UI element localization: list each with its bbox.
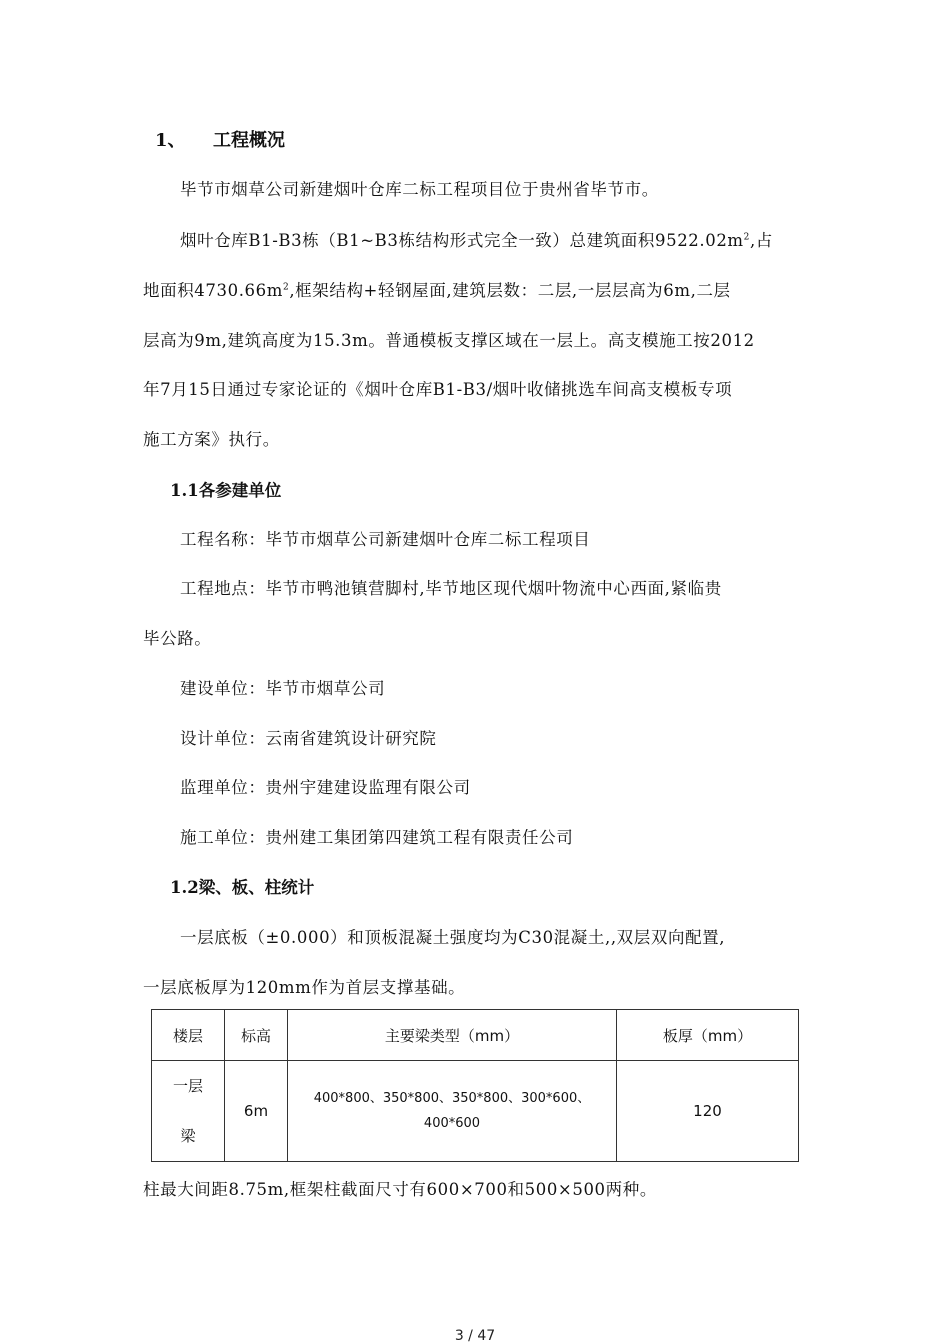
table-row bbox=[152, 1061, 799, 1162]
cell-elevation: 6m bbox=[225, 1061, 288, 1162]
overview-line-3: 层高为9m,建筑高度为15.3m。普通模板支撑区域在一层上。高支模施工按2012 bbox=[143, 331, 755, 350]
overview-line-4: 年7月15日通过专家论证的《烟叶仓库B1-B3/烟叶收储挑选车间高支模板专项 bbox=[143, 380, 733, 399]
cell-beam-types: 400*800、350*800、350*800、300*600、 400*600 bbox=[288, 1061, 617, 1162]
table-header-row bbox=[152, 1010, 799, 1061]
overview-line-1: 烟叶仓库B1-B3栋（B1~B3栋结构形式完全一致）总建筑面积$9522.02m^2$,占 bbox=[180, 231, 773, 250]
construction-unit: 施工单位：贵州建工集团第四建筑工程有限责任公司 bbox=[180, 828, 574, 847]
project-name: 工程名称：毕节市烟草公司新建烟叶仓库二标工程项目 bbox=[180, 530, 591, 549]
design-unit: 设计单位：云南省建筑设计研究院 bbox=[180, 729, 437, 748]
supervision-unit: 监理单位：贵州宇建建设监理有限公司 bbox=[180, 778, 471, 797]
subsection-2-title: 1.2梁、板、柱统计 bbox=[170, 878, 315, 897]
header-beam-types: 主要梁类型（mm） bbox=[288, 1010, 617, 1061]
header-floor: 楼层 bbox=[152, 1010, 225, 1061]
overview-line-5: 施工方案》执行。 bbox=[143, 430, 280, 449]
header-elevation: 标高 bbox=[225, 1010, 288, 1061]
slab-paragraph-line-1: 一层底板（±0.000）和顶板混凝土强度均为C30混凝土,,双层双向配置, bbox=[180, 928, 726, 947]
overview-line-2: 地面积$4730.66m^2$,框架结构+轻钢屋面,建筑层数：二层,一层层高为6m,二层 bbox=[143, 281, 731, 300]
page-number: 3 / 47 bbox=[454, 1328, 496, 1344]
subsection-1-title: 1.1各参建单位 bbox=[170, 481, 282, 500]
owner-unit: 建设单位：毕节市烟草公司 bbox=[180, 679, 386, 698]
header-slab-thickness: 板厚（mm） bbox=[617, 1010, 799, 1061]
cell-floor: 一层 梁 bbox=[152, 1061, 225, 1162]
section-heading bbox=[155, 126, 285, 152]
project-location-line-1: 工程地点：毕节市鸭池镇营脚村,毕节地区现代烟叶物流中心西面,紧临贵 bbox=[180, 579, 722, 598]
slab-paragraph-line-2: 一层底板厚为120mm作为首层支撑基础。 bbox=[143, 978, 466, 997]
column-paragraph: 柱最大间距8.75m,框架柱截面尺寸有600×700和500×500两种。 bbox=[143, 1180, 657, 1199]
section-number: 1、 bbox=[155, 130, 186, 151]
beam-slab-table bbox=[151, 1009, 799, 1162]
intro-paragraph: 毕节市烟草公司新建烟叶仓库二标工程项目位于贵州省毕节市。 bbox=[180, 180, 659, 199]
cell-slab-thickness: 120 bbox=[617, 1061, 799, 1162]
section-title: 工程概况 bbox=[213, 130, 285, 151]
project-location-line-2: 毕公路。 bbox=[143, 629, 212, 648]
